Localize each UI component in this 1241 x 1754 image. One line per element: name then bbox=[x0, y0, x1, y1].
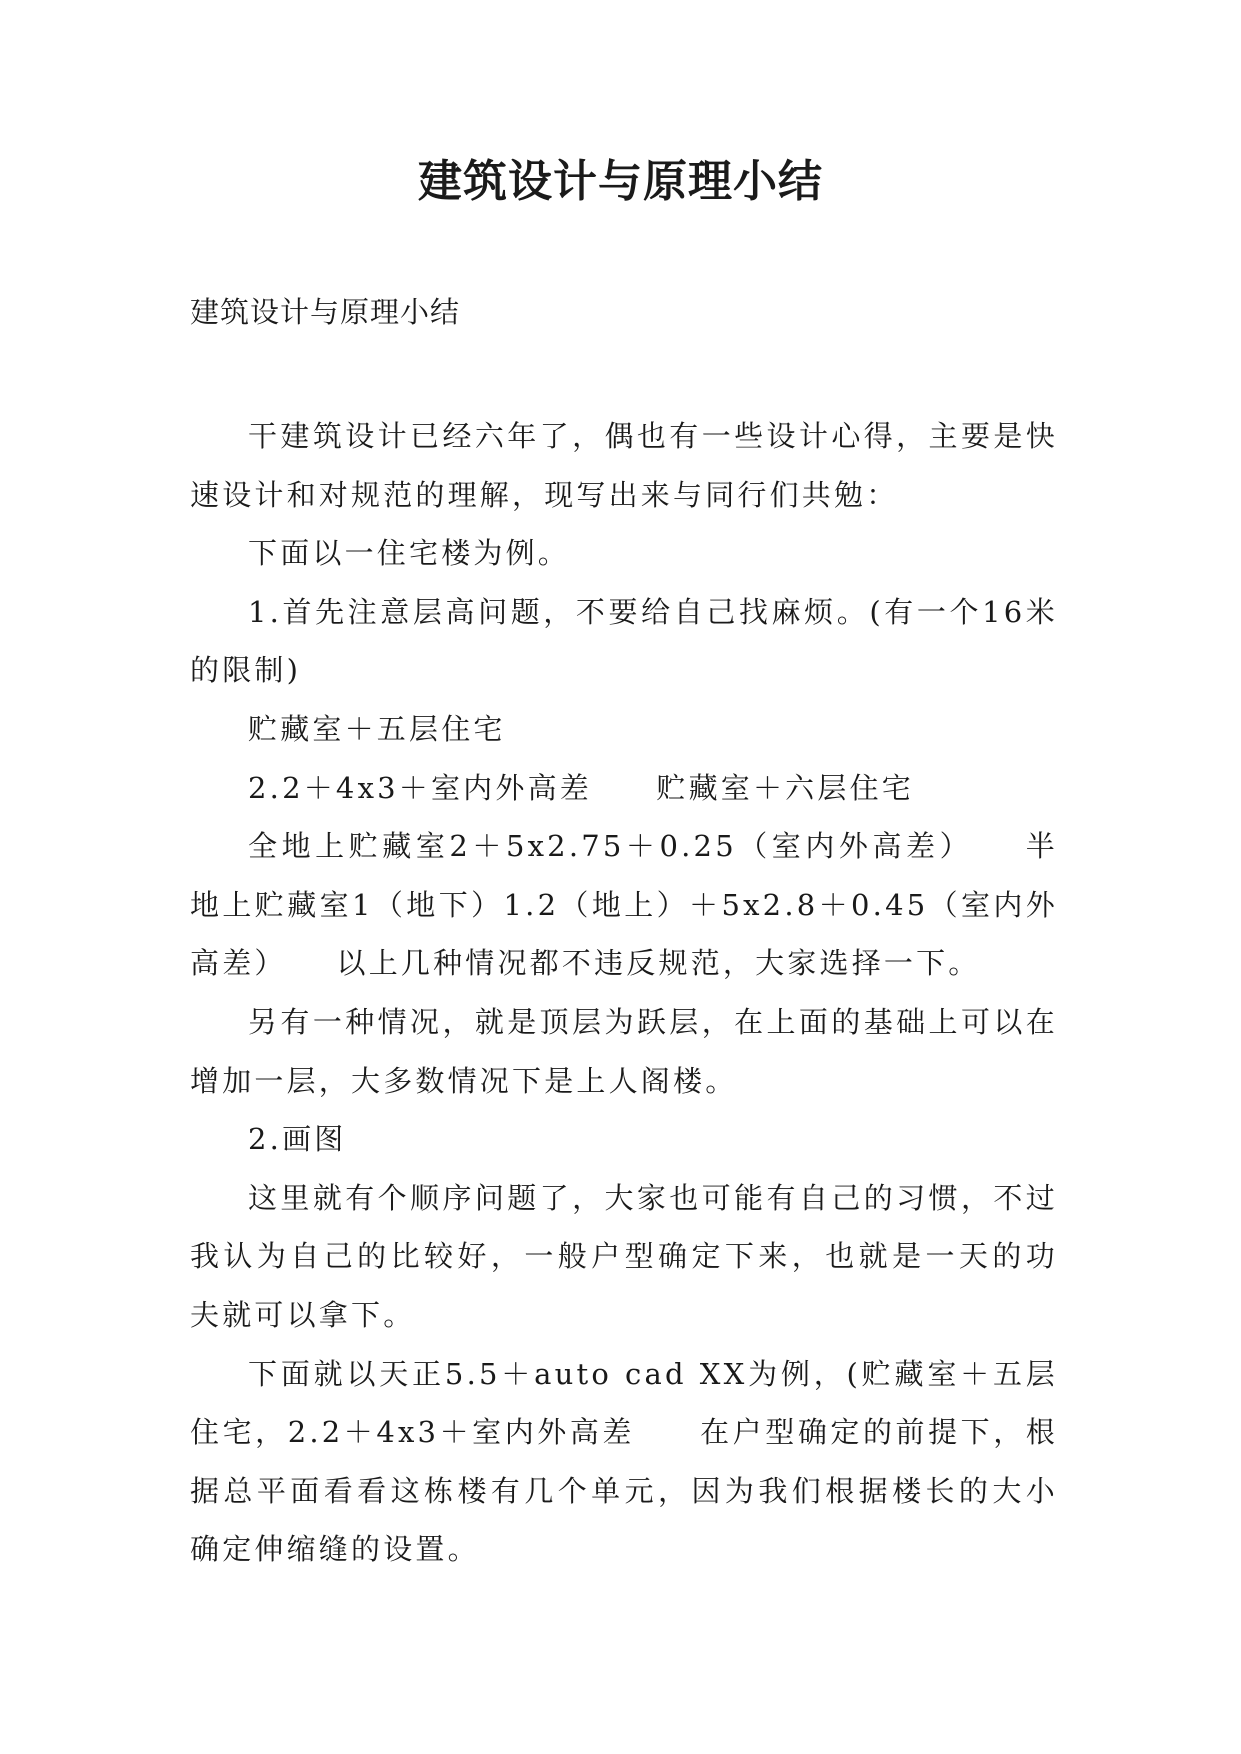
document-subtitle: 建筑设计与原理小结 bbox=[190, 295, 461, 329]
document-body bbox=[190, 407, 1058, 1579]
paragraph: 1.首先注意层高问题，不要给自己找麻烦。(有一个16米的限制) bbox=[190, 594, 1058, 688]
paragraph: 下面以一住宅楼为例。 bbox=[248, 536, 571, 571]
paragraph: 2.画图 bbox=[248, 1122, 347, 1157]
paragraph: 贮藏室＋五层住宅 bbox=[248, 711, 506, 746]
paragraph: 干建筑设计已经六年了，偶也有一些设计心得，主要是快速设计和对规范的理解，现写出来与同行们共勉： bbox=[190, 419, 1058, 512]
paragraph: 2.2＋4x3＋室内外高差 贮藏室＋六层住宅 bbox=[248, 770, 914, 805]
paragraph: 下面就以天正5.5＋auto cad XX为例，(贮藏室＋五层住宅，2.2＋4x3＋室内外高差 在户型确定的前提下，根据总平面看看这栋楼有几个单元，因为我们根据楼长的大小确定伸缩缝的设置。 bbox=[190, 1356, 1058, 1567]
paragraph: 另有一种情况，就是顶层为跃层，在上面的基础上可以在增加一层，大多数情况下是上人阁楼。 bbox=[190, 1004, 1058, 1098]
paragraph: 全地上贮藏室2＋5x2.75＋0.25（室内外高差） 半地上贮藏室1（地下）1.2（地上）＋5x2.8＋0.45（室内外高差） 以上几种情况都不违反规范，大家选择一下。 bbox=[190, 829, 1058, 981]
page-title: 建筑设计与原理小结 bbox=[418, 156, 823, 207]
paragraph: 这里就有个顺序问题了，大家也可能有自己的习惯，不过我认为自己的比较好，一般户型确定下来，也就是一天的功夫就可以拿下。 bbox=[190, 1180, 1058, 1332]
